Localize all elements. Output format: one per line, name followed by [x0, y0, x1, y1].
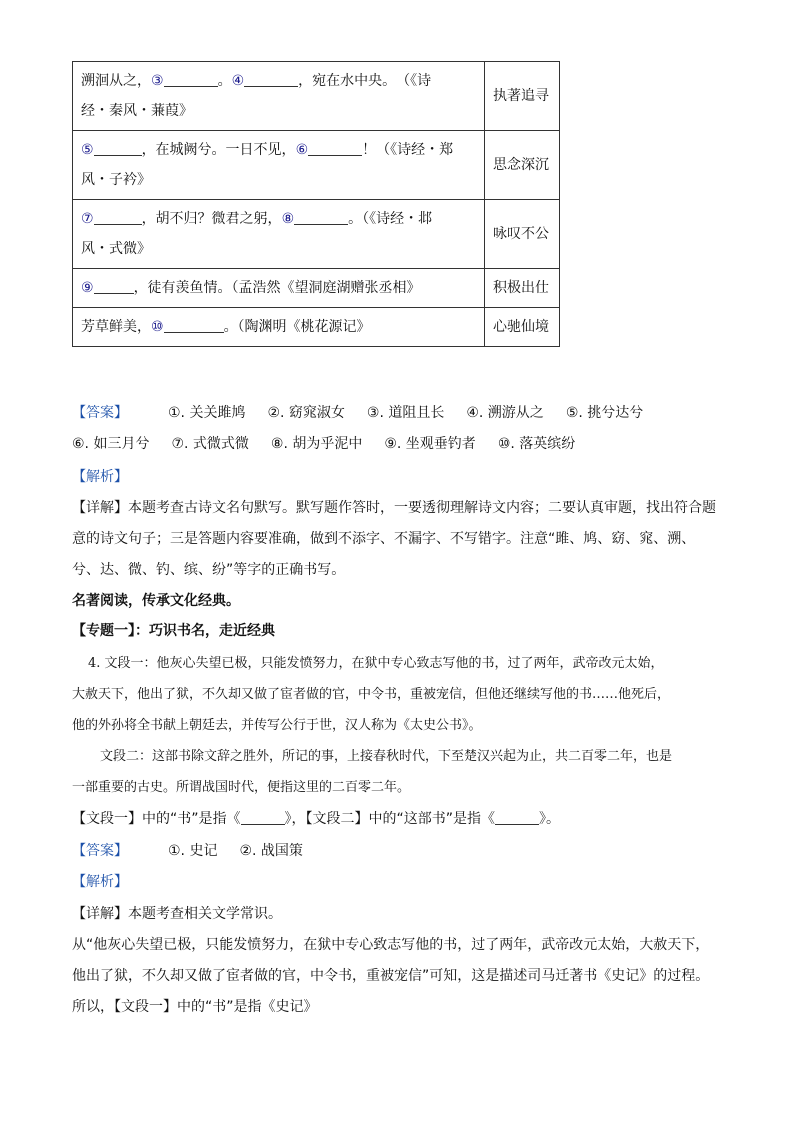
analysis-line — [72, 497, 716, 519]
cell-text: 。（《诗经・邶 — [348, 211, 433, 227]
cell-text: 。（陶渊明《桃花源记》 — [223, 319, 371, 335]
answer-item: ⑩. 落英缤纷 — [497, 436, 576, 452]
answer-item: ⑧. 胡为乎泥中 — [270, 436, 363, 452]
answer-item: ④. 溯游从之 — [466, 405, 544, 421]
cell-text: 芳草鲜美， — [81, 319, 151, 335]
cell-text: ，胡不归？微君之躬， — [141, 211, 282, 227]
detail-label: 【详解】 — [72, 500, 128, 516]
theme-cell: 心驰仙境 — [485, 308, 560, 347]
detail-label: 【详解】 — [72, 906, 128, 922]
analysis-line: 所以，【文段一】中的“书”是指《史记》 — [72, 999, 318, 1015]
table-row — [73, 200, 560, 269]
answer-row — [72, 433, 575, 455]
cell-text: 溯洄从之， — [81, 73, 151, 89]
question-cell — [73, 200, 485, 269]
fill-blank[interactable] — [164, 316, 224, 333]
answer-item: ③. 道阻且长 — [366, 405, 445, 421]
prompt-text: 【文段一】中的“书”是指《 — [72, 811, 241, 827]
blank-number: ③ — [151, 73, 164, 89]
question-prompt — [72, 808, 560, 830]
answer-row — [72, 840, 303, 862]
fill-blank[interactable] — [164, 70, 218, 87]
theme-cell: 执著追寻 — [485, 62, 560, 131]
analysis-line: 从“他灰心失望已极，只能发愤努力，在狱中专心致志写他的书，过了两年，武帝改元太始，大赦天下， — [72, 937, 710, 953]
blank-number: ⑧ — [281, 211, 295, 227]
fill-blank[interactable] — [94, 277, 134, 294]
blank-number: ⑨ — [81, 280, 94, 296]
theme-cell: 思念深沉 — [485, 131, 560, 200]
cell-text: 经・秦风・蒹葭》 — [81, 103, 193, 119]
fill-blank[interactable] — [495, 810, 539, 825]
table-row — [73, 131, 560, 200]
section-title: 名著阅读，传承文化经典。 — [72, 593, 240, 609]
answer-item: ①. 史记 — [168, 843, 218, 859]
cell-text: ，宛在水中央。 （《诗 — [298, 73, 432, 89]
theme-cell: 积极出仕 — [485, 269, 560, 308]
cell-text: 风・子衿》 — [81, 172, 151, 188]
blank-number: ⑦ — [81, 211, 94, 227]
cell-text: 风・式微》 — [81, 241, 151, 257]
question-cell — [73, 62, 485, 131]
analysis-text: 本题考查相关文学常识。 — [128, 906, 282, 922]
question-cell — [73, 308, 485, 347]
analysis-line: 兮、达、微、钓、缤、纷”等字的正确书写。 — [72, 562, 346, 578]
question-cell — [73, 131, 485, 200]
answer-item: ⑦. 式微式微 — [171, 436, 249, 452]
blank-number: ④ — [231, 73, 245, 89]
answer-item: ②. 窈窕淑女 — [267, 405, 345, 421]
theme-cell: 咏叹不公 — [485, 200, 560, 269]
cell-text: 。 — [217, 73, 232, 89]
answer-item: ⑤. 挑兮达兮 — [565, 405, 644, 421]
analysis-line: 他出了狱，不久却又做了宦者做的官，中令书，重被宠信”可知，这是描述司马迁著书《史记》的过程。 — [72, 968, 710, 984]
analysis-line — [72, 903, 282, 925]
prompt-text: 》。 — [539, 811, 561, 827]
blank-number: ⑥ — [295, 142, 309, 158]
table-row — [73, 308, 560, 347]
passage-line: 大赦天下，他出了狱，不久却又做了宦者做的官，中令书，重被宠信，但他还继续写他的书……他死后， — [72, 687, 671, 702]
answer-item: ①. 关关雎鸠 — [168, 405, 246, 421]
fill-blank[interactable] — [244, 70, 298, 87]
analysis-label: 【解析】 — [72, 874, 128, 890]
passage-line: 他的外孙将全书献上朝廷去，并传写公行于世，汉人称为《太史公书》。 — [72, 718, 482, 733]
question-cell — [73, 269, 485, 308]
passage-line: 4. 文段一：他灰心失望已极，只能发愤努力，在狱中专心致志写他的书，过了两年，武帝改元太始， — [88, 656, 664, 671]
table-row — [73, 269, 560, 308]
answer-item: ⑨. 坐观垂钓者 — [384, 436, 476, 452]
analysis-text: 本题考查古诗文名句默写。默写题作答时，一要透彻理解诗文内容；二要认真审题，找出符合题 — [128, 500, 716, 516]
blank-number: ⑤ — [81, 142, 94, 158]
fill-blank[interactable] — [241, 810, 285, 825]
poem-table — [72, 61, 560, 347]
answer-row — [72, 402, 643, 424]
passage-line: 一部重要的古史。所谓战国时代，便指这里的二百零二年。 — [72, 780, 411, 795]
fill-blank[interactable] — [294, 208, 348, 225]
section-subtitle: 【专题一】：巧识书名，走近经典 — [72, 623, 275, 639]
fill-blank[interactable] — [94, 139, 142, 156]
cell-text: ，在城阙兮。一日不见， — [141, 142, 296, 158]
blank-number: ⑩ — [151, 319, 164, 335]
fill-blank[interactable] — [308, 139, 362, 156]
prompt-text: 》，【文段二】中的“这部书”是指《 — [284, 811, 496, 827]
table-row — [73, 62, 560, 131]
answer-item: ②. 战国策 — [239, 843, 303, 859]
analysis-label: 【解析】 — [72, 469, 128, 485]
answer-label: 【答案】 — [72, 843, 128, 859]
cell-text: ，徒有羡鱼情。（孟浩然《望洞庭湖赠张丞相》 — [133, 280, 421, 296]
analysis-line: 意的诗文句子；三是答题内容要准确，做到不添字、不漏字、不写错字。注意“雎、鸠、窈、窕、溯、 — [72, 531, 696, 547]
answer-label: 【答案】 — [72, 405, 128, 421]
cell-text: ！（《诗经・郑 — [362, 142, 454, 158]
passage-line: 文段二：这部书除文辞之胜外，所记的事，上接春秋时代，下至楚汉兴起为止，共二百零二年，也是 — [100, 749, 673, 764]
fill-blank[interactable] — [94, 208, 142, 225]
answer-item: ⑥. 如三月兮 — [72, 436, 150, 452]
